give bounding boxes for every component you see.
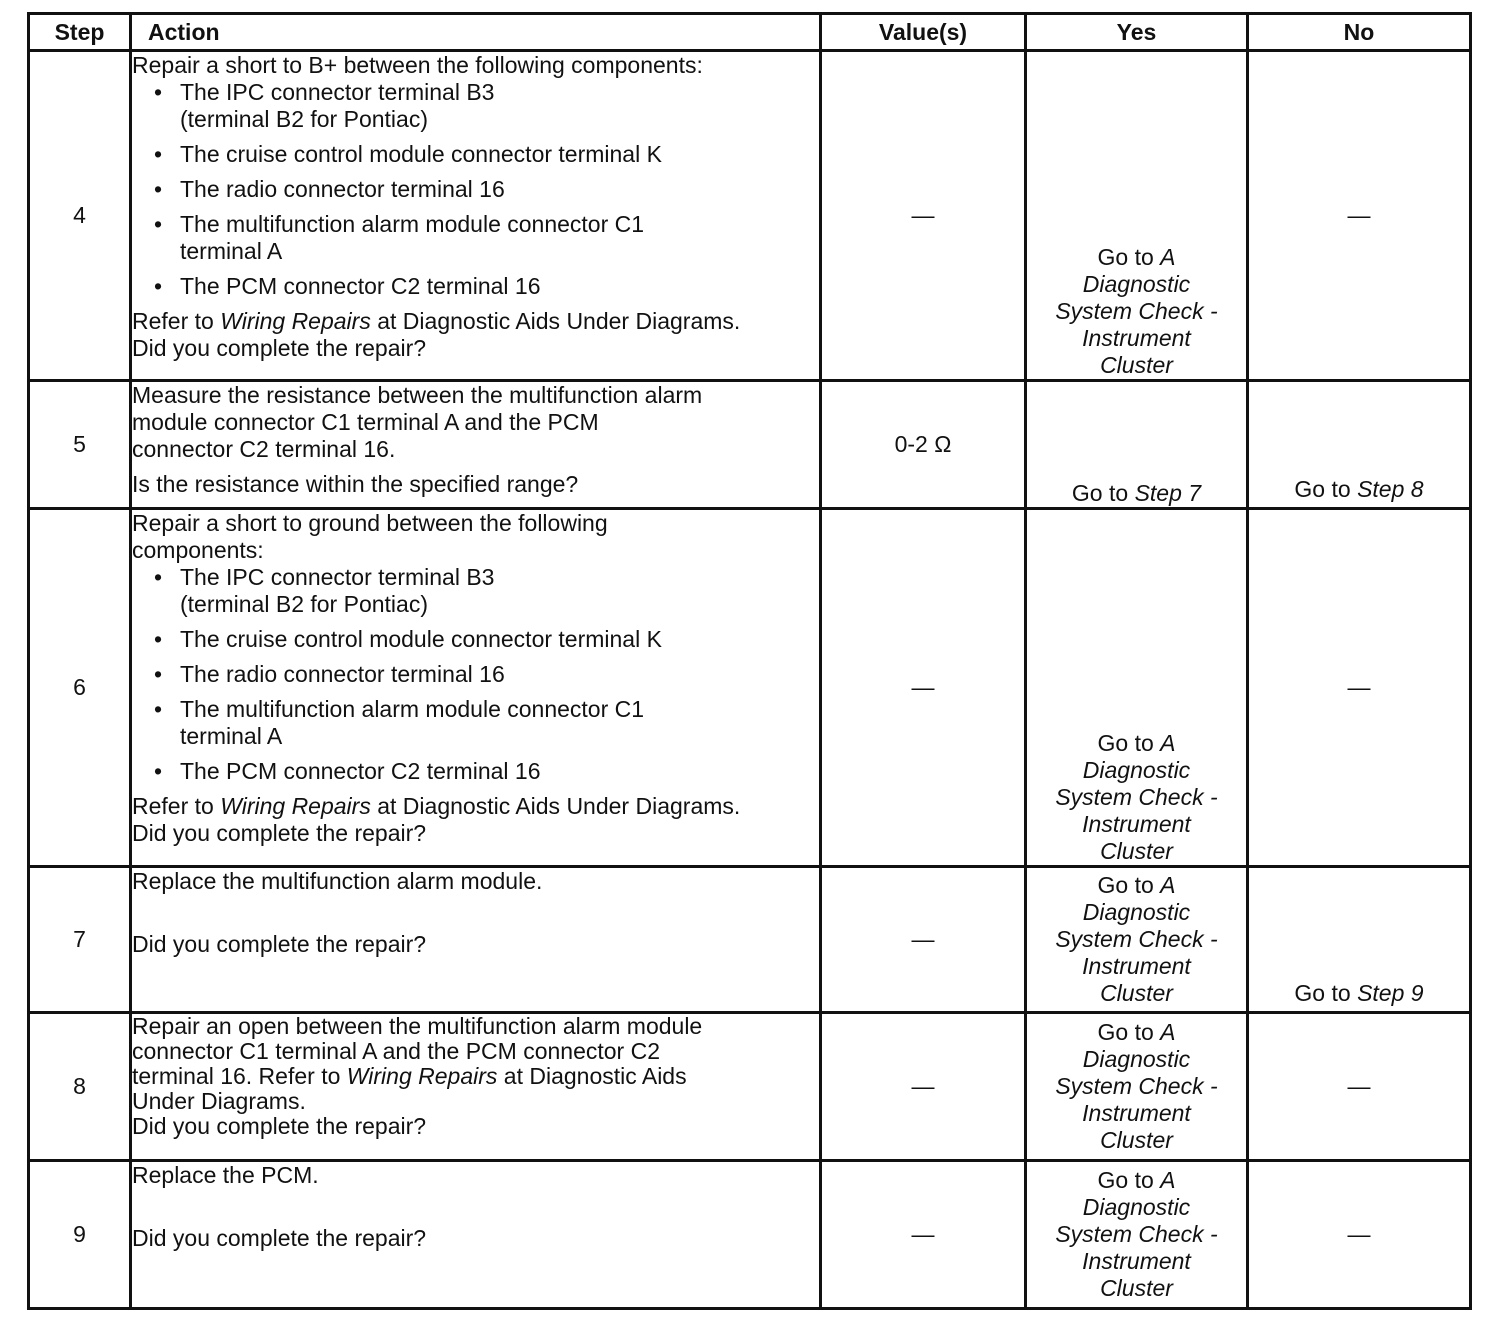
value-cell: — bbox=[821, 1013, 1026, 1161]
no-cell: Go to Step 8 bbox=[1248, 381, 1471, 509]
action-cell: Replace the PCM. Did you complete the repair? bbox=[131, 1161, 821, 1309]
value-cell: — bbox=[821, 509, 1026, 867]
list-item: • The IPC connector terminal B3 (terminal B2 for Pontiac) bbox=[180, 79, 819, 133]
list-item: • The radio connector terminal 16 bbox=[180, 176, 819, 203]
action-intro: Repair a short to B+ between the following components: bbox=[132, 52, 703, 78]
question-text: Did you complete the repair? bbox=[132, 820, 427, 846]
step-number: 5 bbox=[29, 381, 131, 509]
yes-cell: Go to A Diagnostic System Check - Instrument Cluster bbox=[1026, 1013, 1248, 1161]
yes-cell: Go to Step 7 bbox=[1026, 381, 1248, 509]
yes-cell: Go to A Diagnostic System Check - Instrument Cluster bbox=[1026, 509, 1248, 867]
yes-cell: Go to A Diagnostic System Check - Instrument Cluster bbox=[1026, 51, 1248, 381]
table-row-step-8 bbox=[29, 1013, 1471, 1161]
table-row-step-6 bbox=[29, 509, 1471, 867]
header-action: Action bbox=[131, 14, 821, 51]
no-step-ref: Step 8 bbox=[1357, 476, 1424, 502]
header-row bbox=[29, 14, 1471, 51]
no-cell: Go to Step 9 bbox=[1248, 867, 1471, 1013]
step-number: 8 bbox=[29, 1013, 131, 1161]
value-cell: 0-2 Ω bbox=[821, 381, 1026, 509]
refer-text: Refer to Wiring Repairs at Diagnostic Aids Under Diagrams. bbox=[132, 308, 741, 334]
component-list bbox=[132, 564, 819, 785]
wiring-repairs-ref: Wiring Repairs bbox=[346, 1063, 498, 1089]
question-text: Did you complete the repair? bbox=[132, 931, 427, 957]
list-item: • The IPC connector terminal B3 (terminal B2 for Pontiac) bbox=[180, 564, 819, 618]
no-cell: — bbox=[1248, 509, 1471, 867]
question-text: Is the resistance within the specified range? bbox=[132, 471, 579, 497]
wiring-repairs-ref: Wiring Repairs bbox=[220, 308, 371, 334]
diagnostic-table bbox=[27, 12, 1472, 1310]
header-yes: Yes bbox=[1026, 14, 1248, 51]
no-cell: — bbox=[1248, 1013, 1471, 1161]
header-values: Value(s) bbox=[821, 14, 1026, 51]
list-item: • The cruise control module connector terminal K bbox=[180, 626, 819, 653]
no-step-ref: Step 9 bbox=[1357, 980, 1424, 1006]
yes-step-ref: Step 7 bbox=[1134, 480, 1202, 506]
component-list bbox=[132, 79, 819, 300]
list-item: • The cruise control module connector terminal K bbox=[180, 141, 819, 168]
wiring-repairs-ref: Wiring Repairs bbox=[220, 793, 371, 819]
action-cell: Measure the resistance between the multifunction alarm module connector C1 terminal A and the PCM connector C2 terminal 16. Is the resistance within the specified range? bbox=[131, 381, 821, 509]
table-row-step-7 bbox=[29, 867, 1471, 1013]
header-no: No bbox=[1248, 14, 1471, 51]
yes-cell: Go to A Diagnostic System Check - Instrument Cluster bbox=[1026, 867, 1248, 1013]
header-step: Step bbox=[29, 14, 131, 51]
step-number: 4 bbox=[29, 51, 131, 381]
step-number: 6 bbox=[29, 509, 131, 867]
list-item: • The PCM connector C2 terminal 16 bbox=[180, 273, 819, 300]
table-row-step-4 bbox=[29, 51, 1471, 381]
yes-cell: Go to A Diagnostic System Check - Instrument Cluster bbox=[1026, 1161, 1248, 1309]
no-cell: — bbox=[1248, 51, 1471, 381]
step-number: 7 bbox=[29, 867, 131, 1013]
step-number: 9 bbox=[29, 1161, 131, 1309]
question-text: Did you complete the repair? bbox=[132, 1113, 427, 1139]
action-cell: Repair an open between the multifunction alarm module connector C1 terminal A and the PCM connector C2 terminal 16. Refer to Wiring Repairs at Diagnostic Aids Under Diagrams. Did you complete the repair? bbox=[131, 1013, 821, 1161]
value-cell: — bbox=[821, 1161, 1026, 1309]
action-cell: Replace the multifunction alarm module. Did you complete the repair? bbox=[131, 867, 821, 1013]
no-cell: — bbox=[1248, 1161, 1471, 1309]
list-item: • The PCM connector C2 terminal 16 bbox=[180, 758, 819, 785]
question-text: Did you complete the repair? bbox=[132, 1225, 427, 1251]
list-item: • The multifunction alarm module connector C1 terminal A bbox=[180, 696, 819, 750]
table-row-step-9 bbox=[29, 1161, 1471, 1309]
value-cell: — bbox=[821, 51, 1026, 381]
value-cell: — bbox=[821, 867, 1026, 1013]
refer-text: Refer to Wiring Repairs at Diagnostic Aids Under Diagrams. bbox=[132, 793, 741, 819]
action-cell bbox=[131, 51, 821, 381]
list-item: • The multifunction alarm module connector C1 terminal A bbox=[180, 211, 819, 265]
question-text: Did you complete the repair? bbox=[132, 335, 427, 361]
action-cell: Repair a short to ground between the following components: • The IPC connector terminal B3 (terminal B2 for Pontiac) • The cruise control module connector terminal K • The radio connector terminal 16 • The multifunction alarm module connector C1 terminal A • The PCM connector C2 terminal 16 Refer to Wiring Repairs at Diagnostic Aids Under Diagrams. Did you complete the repair? bbox=[131, 509, 821, 867]
list-item: • The radio connector terminal 16 bbox=[180, 661, 819, 688]
table-row-step-5 bbox=[29, 381, 1471, 509]
